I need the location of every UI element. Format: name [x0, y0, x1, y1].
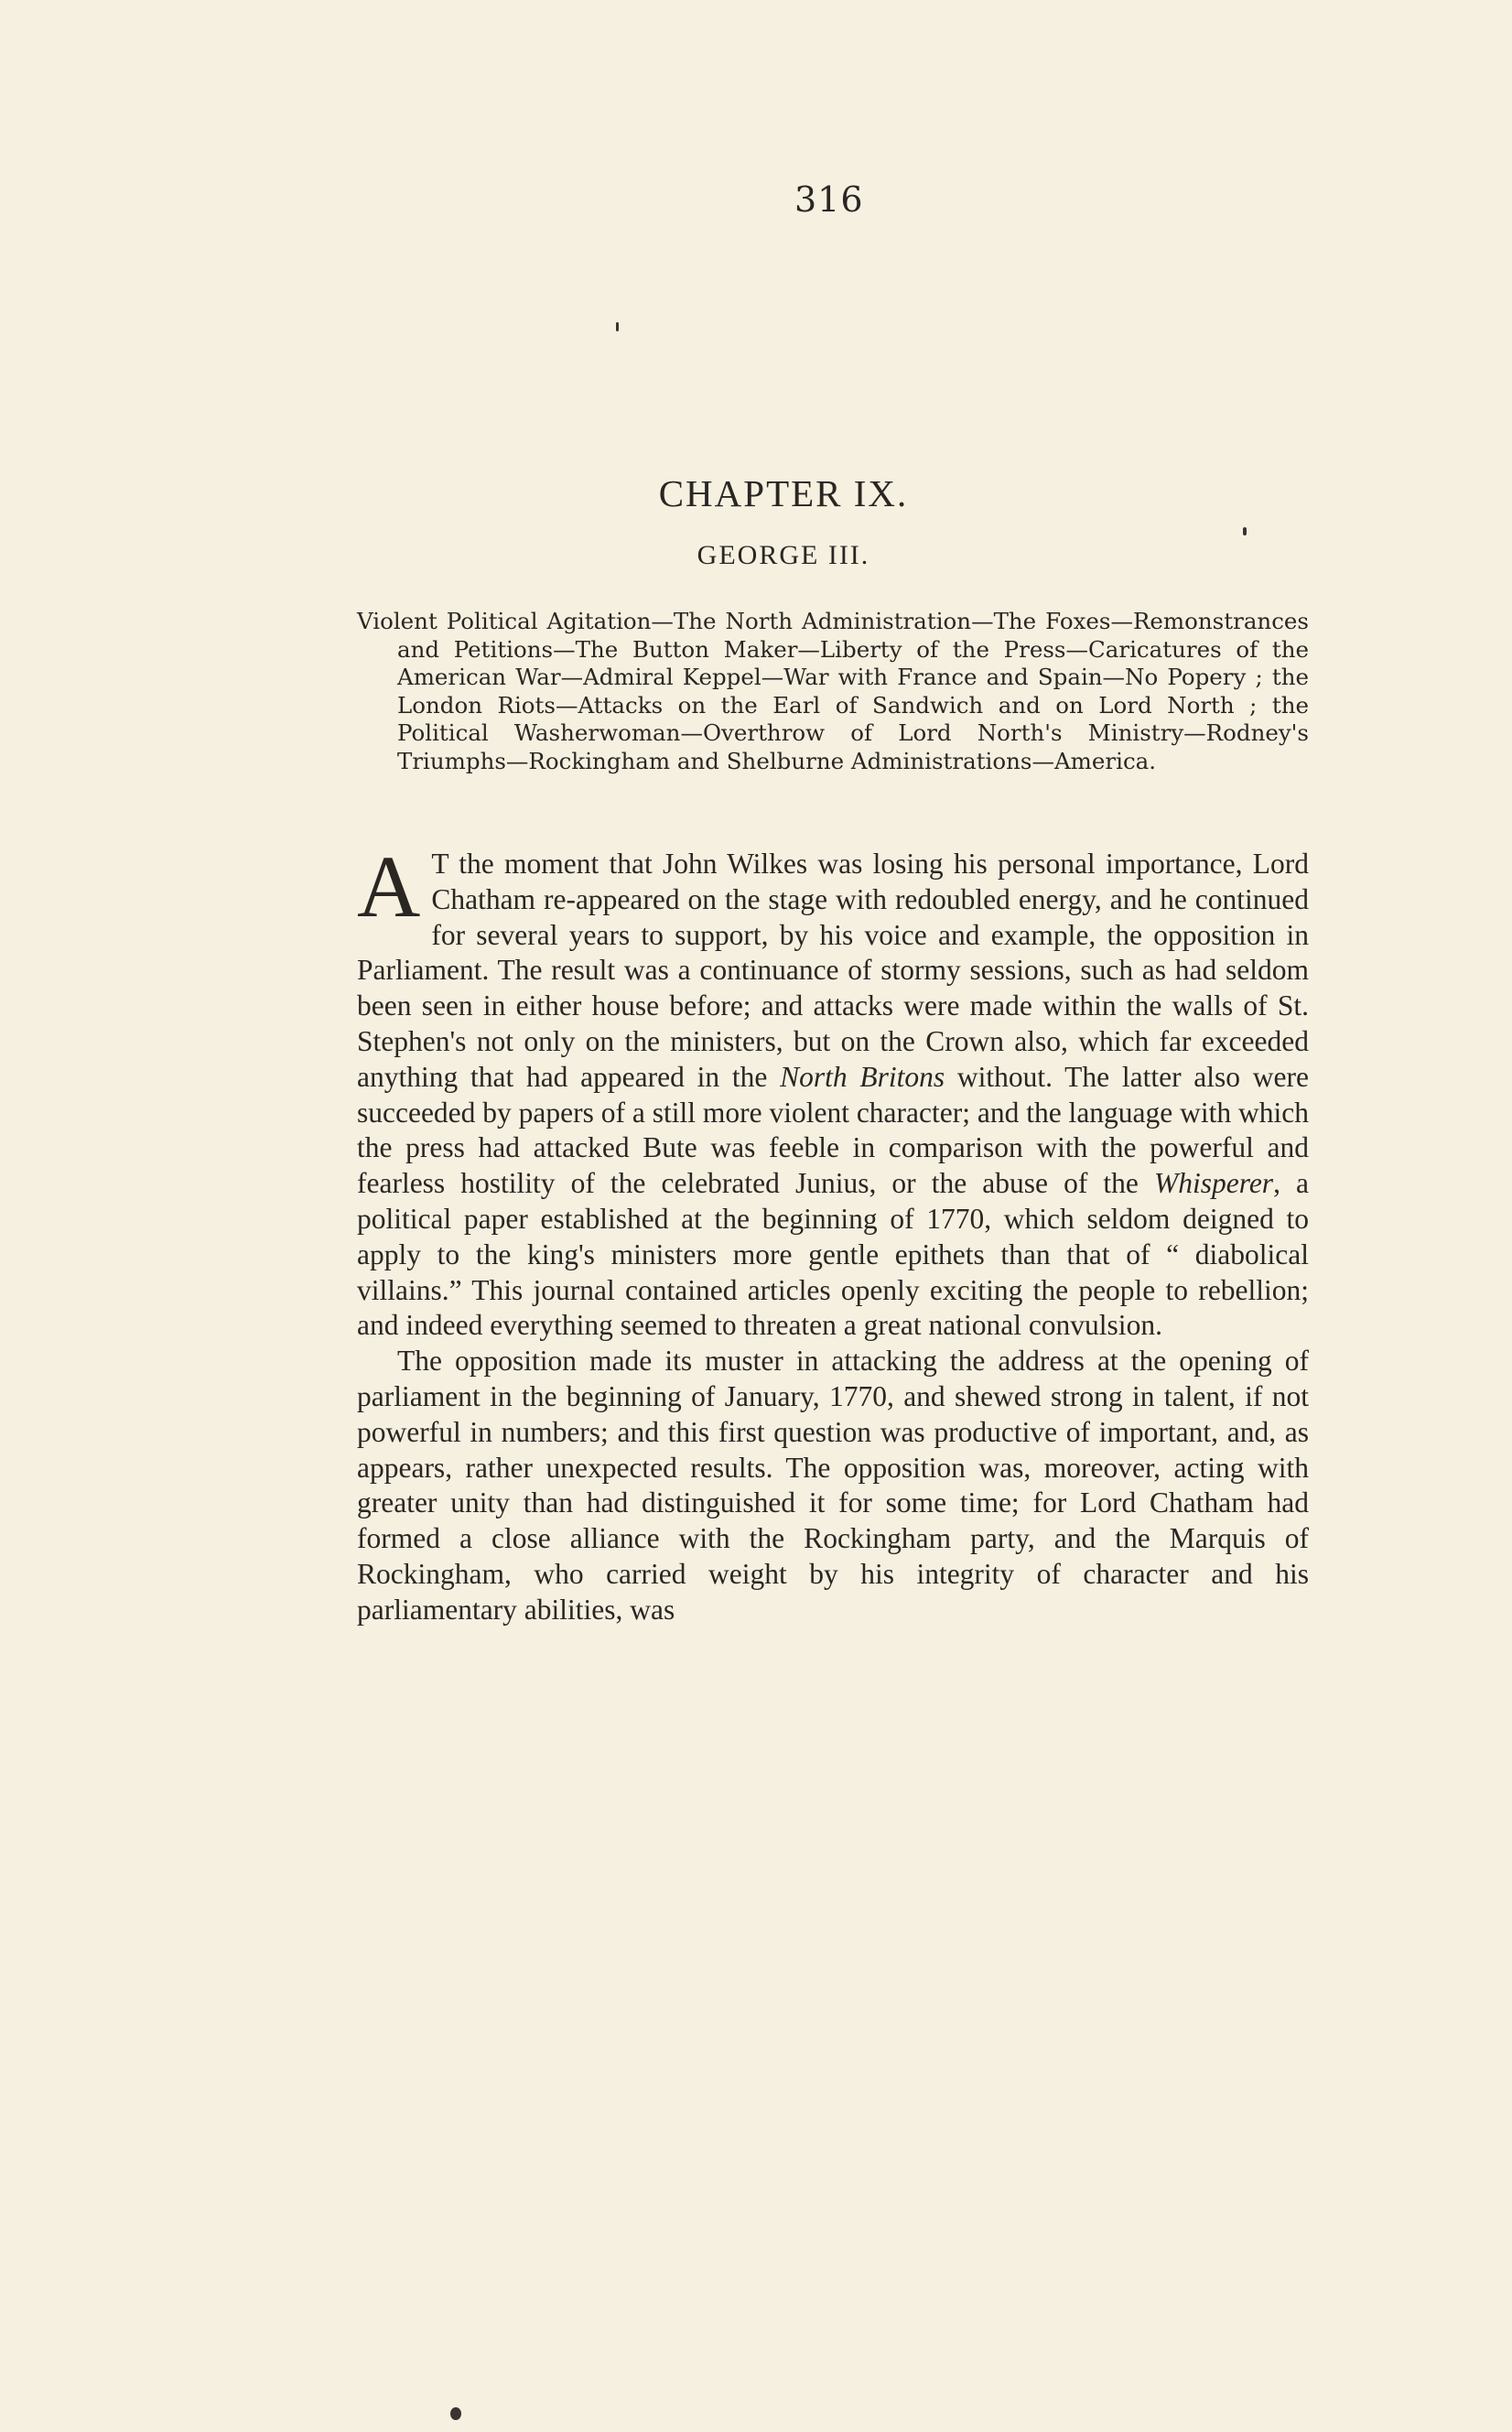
ink-speck	[450, 2407, 461, 2420]
page-number: 316	[794, 179, 864, 220]
chapter-subtitle: GEORGE III.	[697, 540, 870, 570]
drop-cap: A	[357, 838, 421, 935]
italic-title-north-britons: North Britons	[780, 1060, 945, 1093]
paragraph-2: The opposition made its muster in attacking the address at the opening of parliament in the beginning of January, 1770, and shewed strong in talent, if not powerful in numbers; and this first question was productive of important, and, as appears, rather unexpected results. The opposition was, moreover, acting with greater unity than had distinguished it for some time; for Lord Chatham had formed a close alliance with the Rockingham party, and the Marquis of Rockingham, who carried weight by his integrity of character and his parliamentary abilities, was	[357, 1345, 1309, 1626]
chapter-summary: Violent Political Agitation—The North Administration—The Foxes—Remonstrances and Petitions—The Button Maker—Liberty of the Press—Caricatures of the American War—Admiral Keppel—War with France and Spain—No Popery ; the London Riots—Attacks on the Earl of Sandwich and on Lord North ; the Political Washerwoman—Overthrow of Lord North's Ministry—Rodney's Triumphs—Rockingham and Shelburne Administrations—America.	[357, 608, 1309, 774]
chapter-title: CHAPTER IX.	[658, 472, 909, 514]
paragraph-1-text-b: without. The latter also were succeeded by papers of a still more violent character; and the language with which the press had attacked Bute was feeble in comparison with the powerful and fearless hostility of the celebrated Junius, or the abuse of the	[357, 1060, 1309, 1200]
italic-title-whisperer: Whisperer	[1154, 1167, 1274, 1200]
ink-speck	[616, 322, 619, 331]
paragraph-1-text-a: T the moment that John Wilkes was losing his personal importance, Lord Chatham re-appeared on the stage with redoubled energy, and he continued for several years to support, by his voice and example, the opposition in Parliament. The result was a continuance of stormy sessions, such as had seldom been seen in either house before; and attacks were made within the walls of St. Stephen's not only on the ministers, but on the Crown also, which far exceeded anything that had appeared in the	[357, 848, 1309, 1093]
paragraph-1-text-c: , a political paper established at the beginning of 1770, which seldom deigned to apply to the king's ministers more gentle epithets than that of “ diabolical villains.” This journal contained articles openly exciting the people to rebellion; and indeed everything seemed to threaten a great national convulsion.	[357, 1167, 1309, 1342]
body-text	[357, 838, 1309, 1628]
paragraph-1	[357, 838, 1309, 1344]
ink-speck	[1243, 527, 1247, 535]
